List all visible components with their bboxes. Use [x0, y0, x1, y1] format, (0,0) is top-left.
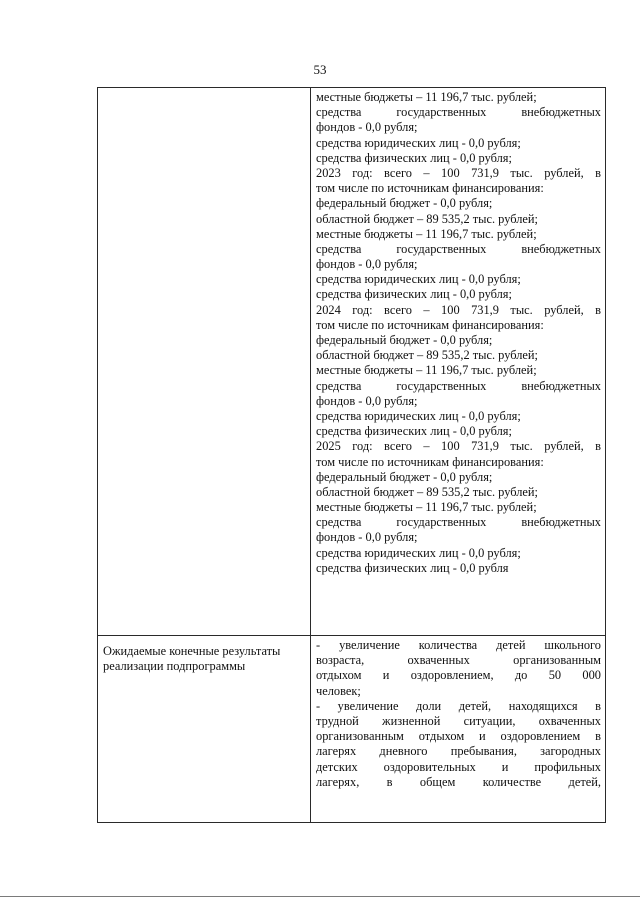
funding-text-line: средства государственных внебюджетных	[316, 378, 601, 393]
funding-text-line: фондов - 0,0 рубля;	[316, 393, 418, 408]
passport-table	[97, 87, 606, 823]
funding-text-line: том числе по источникам финансирования:	[316, 181, 544, 196]
funding-text-line: средства юридических лиц - 0,0 рубля;	[316, 545, 521, 560]
expected-results-value-cell	[311, 636, 606, 823]
funding-text-line: федеральный бюджет - 0,0 рубля;	[316, 469, 493, 484]
funding-text-line: средства физических лиц - 0,0 рубля	[316, 560, 509, 575]
funding-text-line: средства государственных внебюджетных	[316, 105, 601, 120]
funding-text-line: средства юридических лиц - 0,0 рубля;	[316, 272, 521, 287]
expected-results-text-line: - увеличение количества детей школьного	[316, 638, 601, 652]
funding-text-line: областной бюджет – 89 535,2 тыс. рублей;	[316, 348, 538, 363]
funding-text-line: фондов - 0,0 рубля;	[316, 530, 418, 545]
expected-results-text-line: возраста, охваченных организованным	[316, 653, 601, 668]
funding-text-line: областной бюджет – 89 535,2 тыс. рублей;	[316, 484, 538, 499]
expected-results-text-line: лагерях дневного пребывания, загородных	[316, 744, 601, 759]
funding-text-line: областной бюджет – 89 535,2 тыс. рублей;	[316, 211, 538, 226]
funding-text-line: 2024 год: всего – 100 731,9 тыс. рублей, в	[316, 302, 601, 317]
expected-results-text-line: - увеличение доли детей, находящихся в	[316, 698, 601, 713]
scan-edge-line	[0, 896, 640, 897]
expected-results-text-line: отдыхом и оздоровлением, до 50 000	[316, 668, 601, 683]
funding-text-line: 2023 год: всего – 100 731,9 тыс. рублей, в	[316, 165, 601, 180]
funding-text-line: фондов - 0,0 рубля;	[316, 257, 418, 272]
funding-text-line: 2025 год: всего – 100 731,9 тыс. рублей, в	[316, 439, 601, 454]
funding-lines	[311, 88, 605, 580]
funding-text-line: том числе по источникам финансирования:	[316, 454, 544, 469]
funding-text-line: средства юридических лиц - 0,0 рубля;	[316, 408, 521, 423]
expected-results-text-line: человек;	[316, 683, 361, 698]
expected-results-text-line: детских оздоровительных и профильных	[316, 759, 601, 774]
expected-results-label: Ожидаемые конечные результаты реализации подпрограммы	[103, 644, 281, 674]
funding-text-line: средства юридических лиц - 0,0 рубля;	[316, 135, 521, 150]
funding-text-line: средства физических лиц - 0,0 рубля;	[316, 287, 512, 302]
funding-text-line: местные бюджеты – 11 196,7 тыс. рублей;	[316, 226, 537, 241]
funding-text-line: местные бюджеты – 11 196,7 тыс. рублей;	[316, 500, 537, 515]
funding-text-line: местные бюджеты – 11 196,7 тыс. рублей;	[316, 363, 537, 378]
funding-label-cell	[98, 88, 311, 636]
expected-results-lines	[311, 636, 605, 794]
page-number: 53	[313, 62, 327, 77]
funding-text-line: средства физических лиц - 0,0 рубля;	[316, 424, 512, 439]
expected-results-text-line: трудной жизненной ситуации, охваченных	[316, 713, 601, 728]
table-row-expected-results	[98, 636, 606, 823]
funding-text-line: местные бюджеты – 11 196,7 тыс. рублей;	[316, 90, 537, 104]
funding-text-line: том числе по источникам финансирования:	[316, 317, 544, 332]
funding-text-line: средства государственных внебюджетных	[316, 515, 601, 530]
expected-results-label-cell	[98, 636, 311, 823]
funding-text-line: фондов - 0,0 рубля;	[316, 120, 418, 135]
funding-text-line: средства физических лиц - 0,0 рубля;	[316, 150, 512, 165]
funding-text-line: средства государственных внебюджетных	[316, 241, 601, 256]
expected-results-text-line: организованным отдыхом и оздоровлением в	[316, 729, 601, 744]
expected-results-text-line: лагерях, в общем количестве детей,	[316, 774, 601, 789]
funding-text-line: федеральный бюджет - 0,0 рубля;	[316, 333, 493, 347]
table-row-funding	[98, 88, 606, 636]
funding-text-line: федеральный бюджет - 0,0 рубля;	[316, 196, 493, 211]
funding-value-cell	[311, 88, 606, 636]
